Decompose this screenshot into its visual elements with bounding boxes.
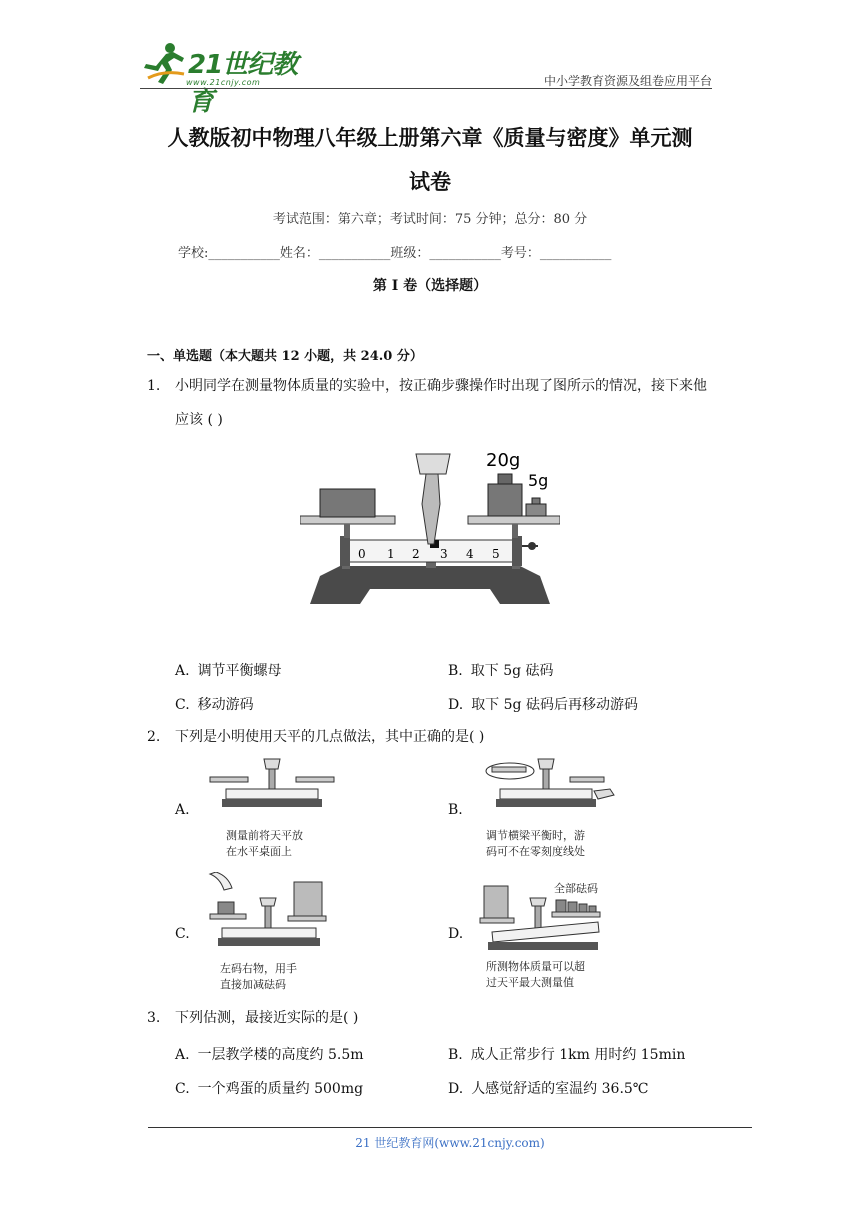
hand-icon [210,872,232,890]
pointer-column [422,474,440,544]
question-3-text: 下列估测，最接近实际的是( ) [175,1010,359,1026]
q2-option-d-label: D. [448,926,464,942]
q3-option-b-label: B. [448,1047,463,1063]
weight-20g [488,484,522,516]
q3-option-c-label: C. [175,1081,190,1097]
question-1-number: 1. [147,378,161,394]
q3-option-a-text: 一层教学楼的高度约 5.5m [197,1047,364,1063]
q2-c-caption-2: 直接加减砝码 [220,978,286,991]
weight-5g-knob [532,498,540,504]
q2-b-caption-1: 调节横梁平衡时，游 [486,829,585,842]
scale-2: 2 [412,547,420,561]
q2-option-b[interactable] [448,802,463,818]
right-pan-support [512,524,518,538]
question-3-number: 3. [147,1010,161,1026]
footer-divider [148,1127,752,1128]
q1-option-c-text: 移动游码 [197,697,254,713]
balance-figure-q1 [300,444,560,614]
weight-20g-label: 20g [486,450,521,471]
object-block [320,489,375,517]
page-title-line1: 人教版初中物理八年级上册第六章《质量与密度》单元测 [167,126,693,150]
q2-a-caption-2: 在水平桌面上 [226,845,292,858]
q2-figure-a [208,757,338,863]
scale-3: 3 [440,547,448,561]
q2-option-d[interactable] [448,926,463,942]
question-1-text: 小明同学在测量物体质量的实验中，按正确步骤操作时出现了图所示的情况，接下来他应该 ( ) [175,378,707,428]
header-divider [140,88,712,89]
q2-option-c-label: C. [175,926,190,942]
q2-option-a-label: A. [175,802,190,818]
student-fields: 学校:___________姓名：___________班级：___________考号：___________ [178,246,612,261]
q3-option-c-text: 一个鸡蛋的质量约 500mg [197,1081,364,1097]
q2-figure-c [206,872,334,992]
q2-d-caption-2: 过天平最大测量值 [486,976,574,989]
question-2-number: 2. [147,729,161,745]
q1-option-a-text: 调节平衡螺母 [197,663,282,679]
q3-option-d[interactable] [448,1078,648,1098]
left-pan-support [344,524,350,538]
q1-option-b-text: 取下 5g 砝码 [470,663,554,679]
hand-icon [594,789,614,799]
balance-base [310,566,550,604]
q2-b-caption-2: 码可不在零刻度线处 [486,845,585,858]
page-header [140,40,712,117]
pointer-dial [416,454,450,474]
platform-name: 中小学教育资源及组卷应用平台 [543,74,712,88]
q3-option-b[interactable] [448,1044,685,1064]
q2-figure-b [482,757,618,863]
q1-option-d-text: 取下 5g 砝码后再移动游码 [471,697,638,713]
q3-option-a[interactable] [175,1044,364,1064]
scale-5: 5 [492,547,500,561]
q1-option-c-label: C. [175,697,190,713]
q1-option-b[interactable] [448,660,554,680]
q2-figure-d [478,876,612,992]
runner-logo-icon [140,40,188,86]
q2-option-c[interactable] [175,926,190,942]
q3-option-c[interactable] [175,1078,363,1098]
scale-1: 1 [387,547,395,561]
right-pan [468,516,560,524]
q2-option-b-label: B. [448,802,463,818]
weight-5g [526,504,546,516]
weight-5g-label: 5g [528,471,549,490]
q1-option-a-label: A. [175,663,190,679]
left-knob [340,536,350,566]
section-title: 第 I 卷（选择题） [372,278,488,294]
logo-text: 21世纪教育 [188,50,298,117]
q3-option-b-text: 成人正常步行 1km 用时约 15min [470,1047,686,1063]
question-2-text: 下列是小明使用天平的几点做法，其中正确的是( ) [175,729,485,745]
q2-c-caption-1: 左码右物，用手 [220,962,297,975]
q1-option-d-label: D. [448,697,464,713]
q1-option-b-label: B. [448,663,463,679]
part-heading: 一、单选题（本大题共 12 小题，共 24.0 分） [147,349,423,364]
footer-link[interactable]: 21 世纪教育网(www.21cnjy.com) [355,1136,545,1150]
q2-a-caption-1: 测量前将天平放 [226,829,303,842]
q1-option-a[interactable] [175,660,282,680]
logo-url: www.21cnjy.com [186,78,261,87]
weight-20g-knob [498,474,512,484]
q1-option-d[interactable] [448,694,638,714]
q1-option-c[interactable] [175,694,254,714]
q2-d-caption-1: 所测物体质量可以超 [486,960,585,973]
scale-0: 0 [358,547,366,561]
page-title-line2: 试卷 [409,170,451,194]
q3-option-d-text: 人感觉舒适的室温约 36.5℃ [471,1081,649,1097]
scale-4: 4 [466,547,474,561]
q2-d-top-label: 全部砝码 [554,882,598,895]
q2-option-a[interactable] [175,802,190,818]
q3-option-d-label: D. [448,1081,464,1097]
logo [140,40,310,117]
q3-option-a-label: A. [175,1047,190,1063]
exam-info: 考试范围：第六章；考试时间：75 分钟；总分：80 分 [272,212,588,227]
right-knob [512,536,522,566]
